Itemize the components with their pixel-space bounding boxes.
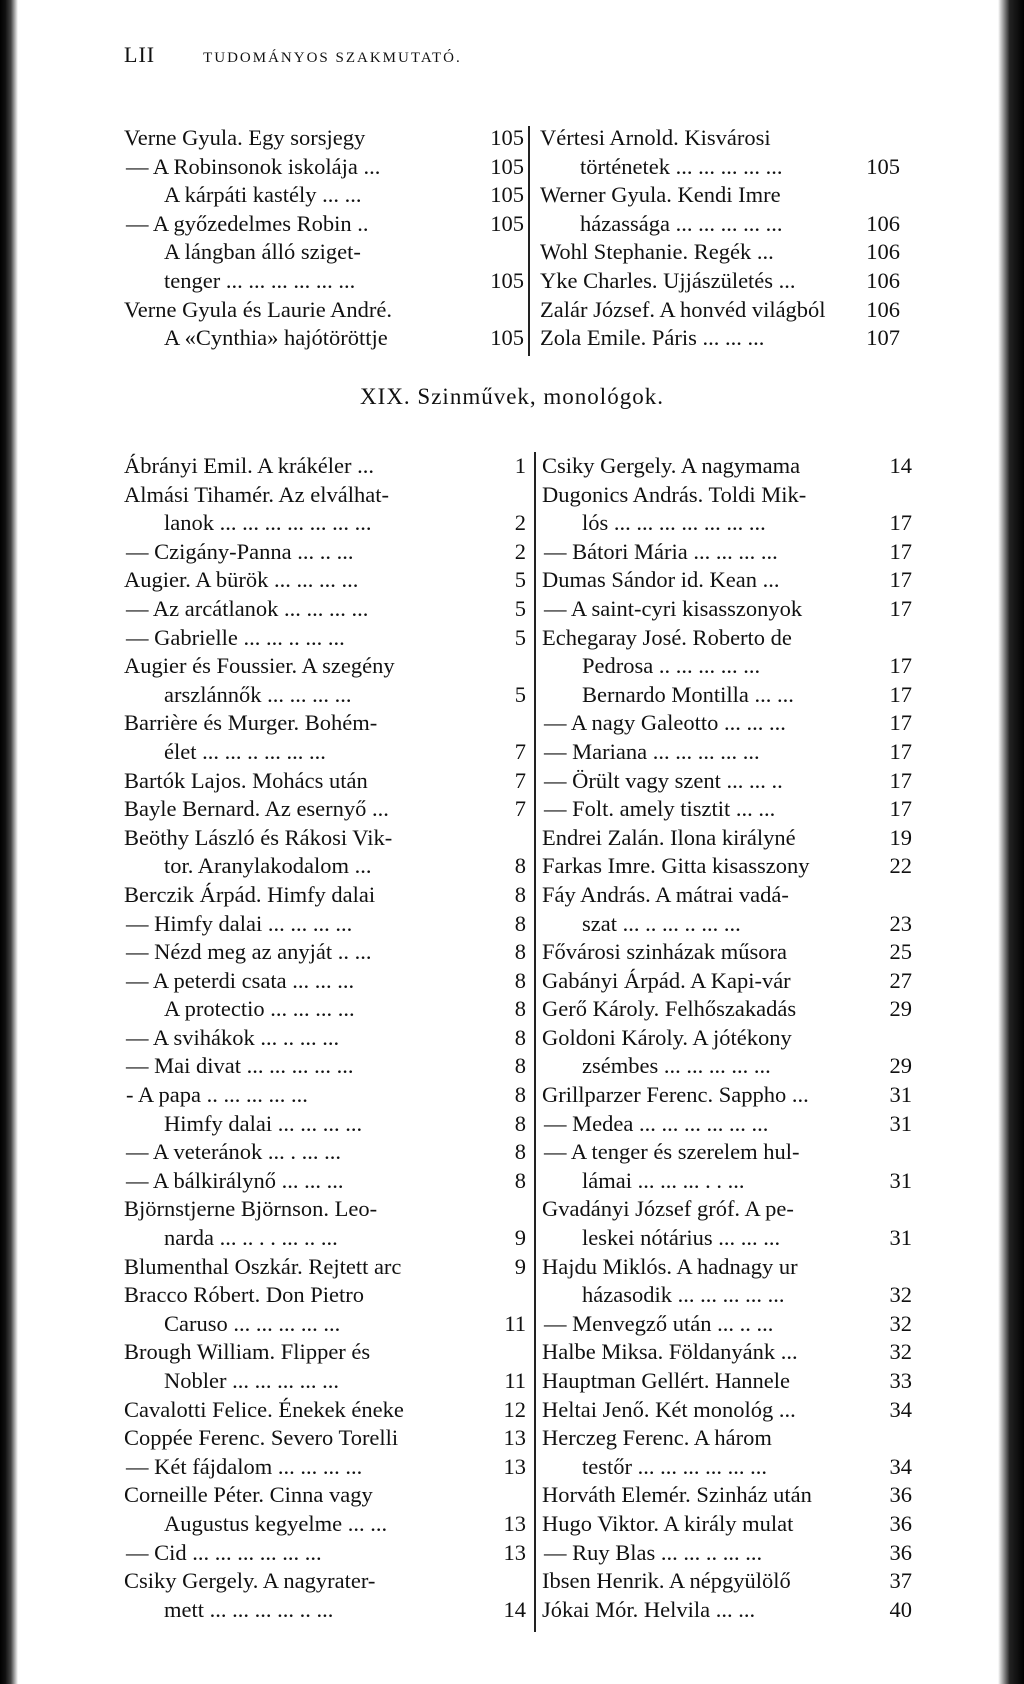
entry-text: — Mariana ... ... ... ... ... [544,738,760,764]
index-entry [542,1138,912,1167]
entry-page-number: 5 [514,595,526,621]
entry-page-number: 106 [866,296,900,322]
entry-text: Hugo Viktor. A király mulat [542,1510,794,1536]
entry-page-number: 106 [866,239,900,265]
index-entry [542,509,912,538]
entry-text: Bernardo Montilla ... ... [582,681,794,707]
entry-text: Fővárosi szinházak műsora [542,939,787,965]
entry-text: Augier és Foussier. A szegény [124,653,395,679]
index-entry [124,881,526,910]
index-entry [542,1224,912,1253]
entry-page-number: 31 [889,1110,912,1136]
page-header [124,42,704,68]
index-entry [542,652,912,681]
index-entry [542,967,912,996]
entry-text: — A tenger és szerelem hul- [544,1139,800,1165]
entry-text: házasodik ... ... ... ... ... [582,1282,785,1308]
entry-page-number: 1 [514,453,526,478]
entry-text: Horváth Elemér. Szinház után [542,1482,812,1508]
entry-page-number: 31 [889,1225,912,1251]
entry-page-number: 40 [889,1596,912,1622]
index-entry [542,1253,912,1282]
index-entry [124,1396,526,1425]
entry-page-number: 17 [889,710,912,736]
entry-text: — Ruy Blas ... ... .. ... ... [544,1539,763,1565]
entry-text: Verne Gyula és Laurie André. [124,296,393,322]
entry-text: — A veteránok ... . ... ... [126,1139,341,1165]
entry-text: Nobler ... ... ... ... ... [164,1368,339,1393]
entry-page-number: 105 [490,125,524,150]
column-divider-top [528,126,530,356]
entry-text: — A svihákok ... .. ... ... [126,1024,340,1050]
entry-text: lós ... ... ... ... ... ... ... [582,510,766,536]
index-entry [540,238,900,267]
entry-page-number: 31 [889,1167,912,1193]
entry-page-number: 34 [889,1453,912,1479]
index-entry [124,1310,526,1339]
page-number: LII [124,42,156,67]
index-entry [124,1596,526,1625]
index-entry [124,852,526,881]
top-right-column [540,124,900,353]
index-entry [124,624,526,653]
entry-text: szat ... .. ... .. ... ... [582,910,741,936]
entry-text: — Cid ... ... ... ... ... ... [126,1539,322,1565]
entry-page-number: 9 [514,1225,526,1251]
index-entry [542,1453,912,1482]
entry-page-number: 5 [514,624,526,650]
index-entry [540,324,900,353]
entry-page-number: 23 [889,910,912,936]
entry-page-number: 7 [514,738,526,764]
index-entry [540,181,900,210]
entry-text: Yke Charles. Ujjászületés ... [540,267,796,293]
index-entry [542,1567,912,1596]
entry-text: Cavalotti Felice. Énekek éneke [124,1396,404,1422]
index-entry [124,324,524,353]
entry-page-number: 13 [503,1539,526,1565]
index-entry [542,881,912,910]
index-entry [540,210,900,239]
entry-text: Echegaray José. Roberto de [542,624,792,650]
index-entry [124,1024,526,1053]
index-entry [124,181,524,210]
entry-text: — A peterdi csata ... ... ... [126,967,355,993]
entry-text: — Az arcátlanok ... ... ... ... [126,595,369,621]
entry-page-number: 8 [514,996,526,1022]
index-entry [542,1338,912,1367]
index-entry [124,566,526,595]
entry-page-number: 17 [889,510,912,536]
index-entry [124,1367,526,1396]
index-entry [542,1167,912,1196]
binding-shadow [0,0,18,1684]
index-entry [542,595,912,624]
index-entry [542,995,912,1024]
entry-page-number: 7 [514,796,526,822]
entry-text: Werner Gyula. Kendi Imre [540,182,781,208]
entry-text: Csiky Gergely. A nagyrater- [124,1568,376,1594]
entry-page-number: 25 [889,939,912,965]
entry-page-number: 31 [889,1082,912,1108]
entry-page-number: 5 [514,567,526,593]
entry-text: Bracco Róbert. Don Pietro [124,1282,364,1308]
index-entry [124,1138,526,1167]
entry-text: Gvadányi József gróf. A pe- [542,1196,794,1222]
entry-text: Bartók Lajos. Mohács után [124,767,368,793]
index-entry [542,852,912,881]
entry-page-number: 8 [514,1139,526,1165]
entry-text: — Himfy dalai ... ... ... ... [126,910,353,936]
index-entry [124,795,526,824]
entry-text: lanok ... ... ... ... ... ... ... [164,510,372,536]
entry-text: Gerő Károly. Felhőszakadás [542,996,797,1022]
index-entry [124,296,524,325]
entry-page-number: 8 [514,853,526,879]
index-entry [124,1481,526,1510]
entry-page-number: 106 [866,267,900,293]
index-entry [124,910,526,939]
entry-page-number: 17 [889,681,912,707]
index-entry [542,738,912,767]
entry-page-number: 8 [514,910,526,936]
index-entry [542,795,912,824]
index-entry [124,1338,526,1367]
entry-page-number: 36 [889,1482,912,1508]
index-entry [124,509,526,538]
entry-text: Dugonics András. Toldi Mik- [542,481,807,507]
entry-page-number: 17 [889,796,912,822]
entry-text: Csiky Gergely. A nagymama [542,453,801,478]
entry-text: Gabányi Árpád. A Kapi-vár [542,967,791,993]
entry-text: Heltai Jenő. Két monológ ... [542,1396,796,1422]
entry-text: Björnstjerne Björnson. Leo- [124,1196,378,1222]
entry-page-number: 32 [889,1310,912,1336]
entry-text: — Gabrielle ... ... .. ... ... [126,624,345,650]
entry-page-number: 17 [889,538,912,564]
entry-text: Zalár József. A honvéd világból [540,296,826,322]
entry-text: Brough William. Flipper és [124,1339,371,1365]
index-entry [542,709,912,738]
entry-text: Corneille Péter. Cinna vagy [124,1482,373,1508]
index-entry [124,153,524,182]
index-entry [542,824,912,853]
index-entry [542,681,912,710]
entry-page-number: 105 [490,210,524,236]
entry-text: narda ... .. . . ... .. ... [164,1225,338,1251]
index-entry [542,1081,912,1110]
index-entry [124,1567,526,1596]
entry-page-number: 7 [514,767,526,793]
entry-page-number: 2 [514,510,526,536]
entry-text: Hauptman Gellért. Hannele [542,1368,791,1393]
entry-page-number: 8 [514,1110,526,1136]
entry-page-number: 105 [490,182,524,208]
entry-text: Goldoni Károly. A jótékony [542,1024,792,1050]
index-entry [542,1510,912,1539]
index-entry [542,767,912,796]
entry-text: — Mai divat ... ... ... ... ... [126,1053,354,1079]
entry-page-number: 17 [889,767,912,793]
index-entry [542,452,912,481]
entry-page-number: 105 [490,153,524,179]
entry-page-number: 9 [514,1253,526,1279]
entry-page-number: 17 [889,653,912,679]
entry-page-number: 5 [514,681,526,707]
entry-text: Dumas Sándor id. Kean ... [542,567,780,593]
entry-text: — Nézd meg az anyját .. ... [126,939,372,965]
entry-text: Barrière és Murger. Bohém- [124,710,378,736]
entry-text: Verne Gyula. Egy sorsjegy [124,125,366,150]
index-entry [542,1481,912,1510]
index-entry [124,238,524,267]
index-entry [540,267,900,296]
index-entry [124,1195,526,1224]
entry-page-number: 29 [889,996,912,1022]
entry-page-number: 8 [514,1082,526,1108]
entry-page-number: 14 [503,1596,526,1622]
entry-page-number: 11 [504,1310,526,1336]
index-entry [124,267,524,296]
index-entry [542,1310,912,1339]
entry-text: Augier. A bürök ... ... ... ... [124,567,359,593]
entry-text: zsémbes ... ... ... ... ... [582,1053,771,1079]
entry-text: — Czigány-Panna ... .. ... [126,538,354,564]
index-entry [540,153,900,182]
entry-page-number: 8 [514,1024,526,1050]
entry-page-number: 2 [514,538,526,564]
entry-text: — Medea ... ... ... ... ... ... [544,1110,769,1136]
entry-page-number: 17 [889,567,912,593]
index-entry [124,1253,526,1282]
index-entry [542,1052,912,1081]
entry-text: Augustus kegyelme ... ... [164,1510,388,1536]
entry-text: — Örült vagy szent ... ... .. [544,767,783,793]
entry-text: tor. Aranylakodalom ... [164,853,372,879]
index-entry [124,681,526,710]
index-entry [124,767,526,796]
entry-text: — A nagy Galeotto ... ... ... [544,710,786,736]
index-entry [124,1167,526,1196]
entry-page-number: 8 [514,881,526,907]
index-entry [124,709,526,738]
index-entry [124,452,526,481]
entry-text: arszlánnők ... ... ... ... [164,681,352,707]
entry-text: Bayle Bernard. Az esernyő ... [124,796,389,822]
index-entry [124,538,526,567]
entry-text: Zola Emile. Páris ... ... ... [540,325,765,351]
entry-page-number: 106 [866,210,900,236]
index-entry [542,1110,912,1139]
entry-text: — Folt. amely tisztit ... ... [544,796,776,822]
entry-text: A protectio ... ... ... ... [164,996,355,1022]
entry-text: — Bátori Mária ... ... ... ... [544,538,778,564]
entry-page-number: 22 [889,853,912,879]
entry-text: Herczeg Ferenc. A három [542,1425,772,1451]
index-entry [542,1596,912,1625]
index-entry [124,1081,526,1110]
entry-text: lámai ... ... ... . . ... [582,1167,745,1193]
left-index-column [124,452,526,1624]
right-index-column [542,452,912,1624]
entry-page-number: 17 [889,738,912,764]
entry-page-number: 34 [889,1396,912,1422]
index-entry [124,1453,526,1482]
entry-page-number: 8 [514,967,526,993]
column-divider-main [534,452,536,1632]
page-edge-shadow [998,0,1024,1684]
entry-page-number: 8 [514,1053,526,1079]
index-entry [124,824,526,853]
index-entry [124,1424,526,1453]
entry-page-number: 11 [504,1368,526,1393]
entry-text: Beöthy László és Rákosi Vik- [124,824,393,850]
index-entry [542,938,912,967]
entry-page-number: 33 [889,1368,912,1393]
index-entry [542,910,912,939]
entry-page-number: 107 [866,325,900,351]
index-entry [542,1396,912,1425]
entry-text: — A győzedelmes Robin .. [126,210,369,236]
entry-text: Himfy dalai ... ... ... ... [164,1110,363,1136]
entry-text: élet ... ... .. ... ... ... [164,738,326,764]
index-entry [124,1281,526,1310]
section-title: XIX. Szinművek, monológok. [360,384,664,409]
entry-text: történetek ... ... ... ... ... [580,153,783,179]
index-entry [540,124,900,153]
index-entry [542,1539,912,1568]
index-entry [124,481,526,510]
entry-text: Ibsen Henrik. A népgyülölő [542,1568,791,1594]
index-entry [124,595,526,624]
index-entry [124,967,526,996]
entry-text: Almási Tihamér. Az elválhat- [124,481,389,507]
entry-page-number: 17 [889,595,912,621]
index-entry [540,296,900,325]
entry-text: Grillparzer Ferenc. Sappho ... [542,1082,809,1108]
entry-page-number: 29 [889,1053,912,1079]
entry-text: Jókai Mór. Helvila ... ... [542,1596,756,1622]
index-entry [542,481,912,510]
entry-text: Fáy András. A mátrai vadá- [542,881,789,907]
entry-page-number: 105 [490,325,524,351]
entry-text: Farkas Imre. Gitta kisasszony [542,853,810,879]
index-entry [542,1424,912,1453]
entry-page-number: 32 [889,1282,912,1308]
entry-text: Blumenthal Oszkár. Rejtett arc [124,1253,402,1279]
entry-page-number: 36 [889,1539,912,1565]
entry-page-number: 13 [503,1453,526,1479]
entry-page-number: 32 [889,1339,912,1365]
entry-text: Vértesi Arnold. Kisvárosi [540,125,771,150]
index-entry [542,624,912,653]
entry-page-number: 13 [503,1510,526,1536]
entry-page-number: 19 [889,824,912,850]
index-entry [124,1224,526,1253]
entry-page-number: 105 [490,267,524,293]
index-entry [542,1281,912,1310]
entry-text: A «Cynthia» hajótöröttje [164,325,388,351]
entry-text: - A papa .. ... ... ... ... [126,1082,308,1108]
entry-text: Hajdu Miklós. A hadnagy ur [542,1253,798,1279]
index-entry [124,124,524,153]
entry-page-number: 13 [503,1425,526,1451]
entry-page-number: 8 [514,1167,526,1193]
entry-text: Pedrosa .. ... ... ... ... [582,653,761,679]
entry-page-number: 12 [503,1396,526,1422]
entry-text: — A bálkirálynő ... ... ... [126,1167,344,1193]
index-entry [124,1052,526,1081]
entry-text: — Két fájdalom ... ... ... ... [126,1453,363,1479]
index-entry [124,995,526,1024]
entry-text: A kárpáti kastély ... ... [164,182,362,208]
index-entry [542,1024,912,1053]
entry-text: Coppée Ferenc. Severo Torelli [124,1425,399,1451]
entry-text: házassága ... ... ... ... ... [580,210,783,236]
index-entry [124,938,526,967]
entry-page-number: 105 [866,153,900,179]
index-entry [124,1510,526,1539]
index-entry [542,566,912,595]
entry-text: Ábrányi Emil. A krákéler ... [124,453,374,478]
index-entry [542,1195,912,1224]
running-title: TUDOMÁNYOS SZAKMUTATÓ. [203,50,462,66]
entry-text: tenger ... ... ... ... ... ... [164,267,356,293]
entry-text: leskei nótárius ... ... ... [582,1225,781,1251]
entry-text: Wohl Stephanie. Regék ... [540,239,774,265]
entry-text: Berczik Árpád. Himfy dalai [124,881,376,907]
index-entry [124,1539,526,1568]
entry-text: Endrei Zalán. Ilona királyné [542,824,796,850]
entry-page-number: 14 [889,453,912,478]
index-entry [542,538,912,567]
index-entry [124,210,524,239]
index-entry [542,1367,912,1396]
entry-page-number: 8 [514,939,526,965]
entry-text: — Menvegző után ... .. ... [544,1310,774,1336]
entry-text: Caruso ... ... ... ... ... [164,1310,341,1336]
entry-text: Halbe Miksa. Földanyánk ... [542,1339,798,1365]
entry-text: — A Robinsonok iskolája ... [126,153,381,179]
entry-text: — A saint-cyri kisasszonyok [544,595,803,621]
index-entry [124,652,526,681]
entry-page-number: 37 [889,1568,912,1594]
top-left-column [124,124,524,353]
entry-text: A lángban álló sziget- [164,239,361,265]
index-entry [124,1110,526,1139]
entry-page-number: 36 [889,1510,912,1536]
entry-page-number: 27 [889,967,912,993]
entry-text: testőr ... ... ... ... ... ... [582,1453,767,1479]
entry-text: mett ... ... ... ... .. ... [164,1596,334,1622]
index-entry [124,738,526,767]
